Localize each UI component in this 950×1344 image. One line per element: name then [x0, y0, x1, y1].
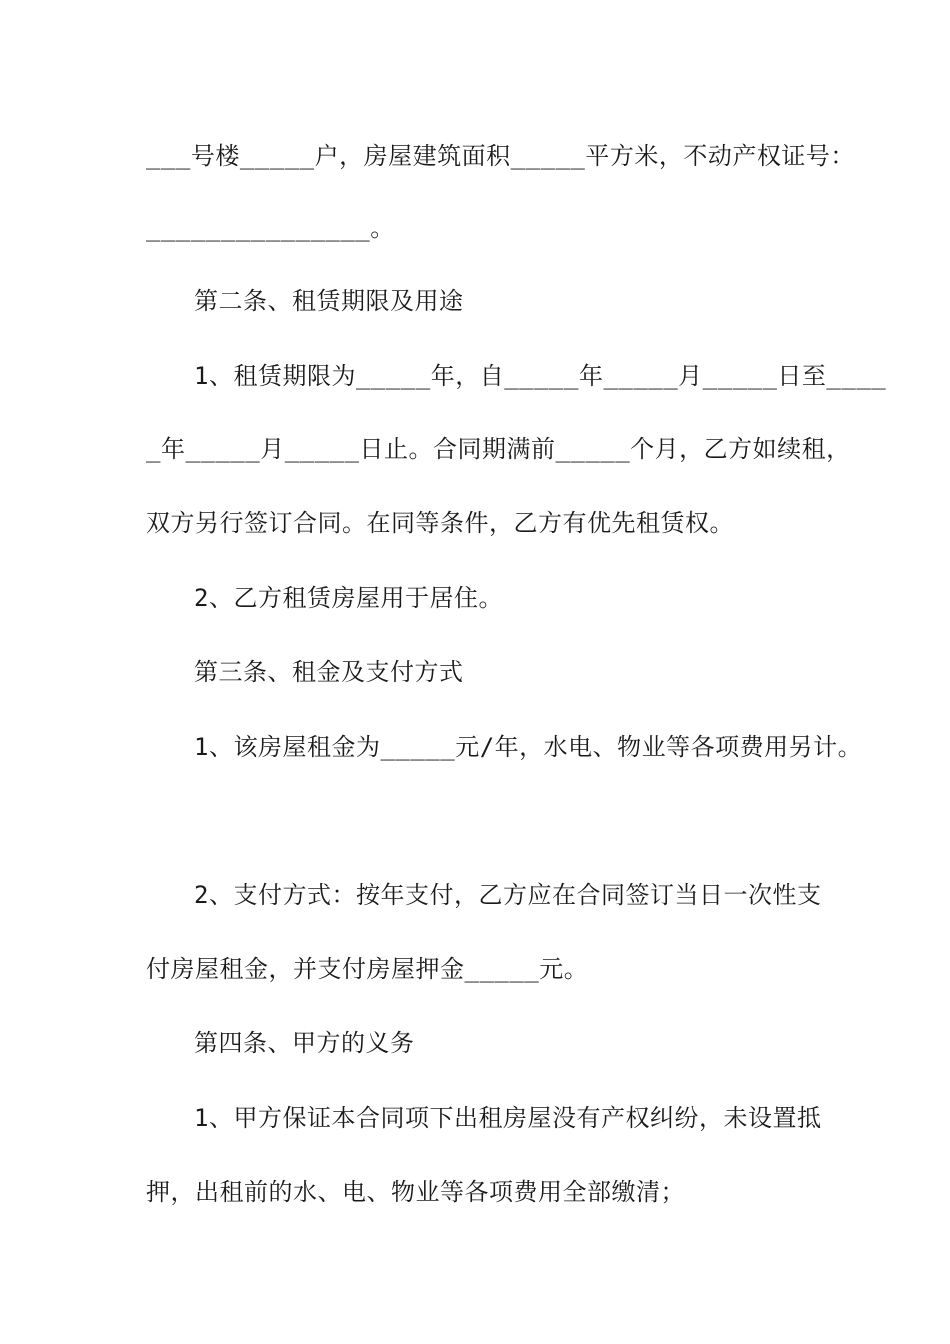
section-heading: 第四条、甲方的义务	[194, 1029, 415, 1057]
paragraph-line: 押，出租前的水、电、物业等各项费用全部缴清；	[146, 1178, 685, 1206]
paragraph-line: 1、该房屋租金为_____元/年，水电、物业等各项费用另计。	[194, 733, 863, 761]
section-heading: 第二条、租赁期限及用途	[194, 287, 464, 315]
paragraph-line: ___号楼_____户，房屋建筑面积_____平方米，不动产权证号：	[146, 142, 855, 170]
paragraph-line: 双方另行签订合同。在同等条件，乙方有优先租赁权。	[146, 509, 734, 537]
section-heading: 第三条、租金及支付方式	[194, 658, 464, 686]
paragraph-line: 2、乙方租赁房屋用于居住。	[194, 584, 503, 612]
paragraph-line: 付房屋租金，并支付房屋押金_____元。	[146, 955, 589, 983]
paragraph-line: 1、甲方保证本合同项下出租房屋没有产权纠纷，未设置抵	[194, 1104, 822, 1132]
paragraph-line: 1、租赁期限为_____年，自_____年_____月_____日至____	[194, 362, 887, 390]
paragraph-line: _______________。	[146, 214, 395, 242]
paragraph-line: 2、支付方式：按年支付，乙方应在合同签订当日一次性支	[194, 881, 822, 909]
paragraph-line: _年_____月_____日止。合同期满前_____个月，乙方如续租，	[146, 435, 851, 463]
